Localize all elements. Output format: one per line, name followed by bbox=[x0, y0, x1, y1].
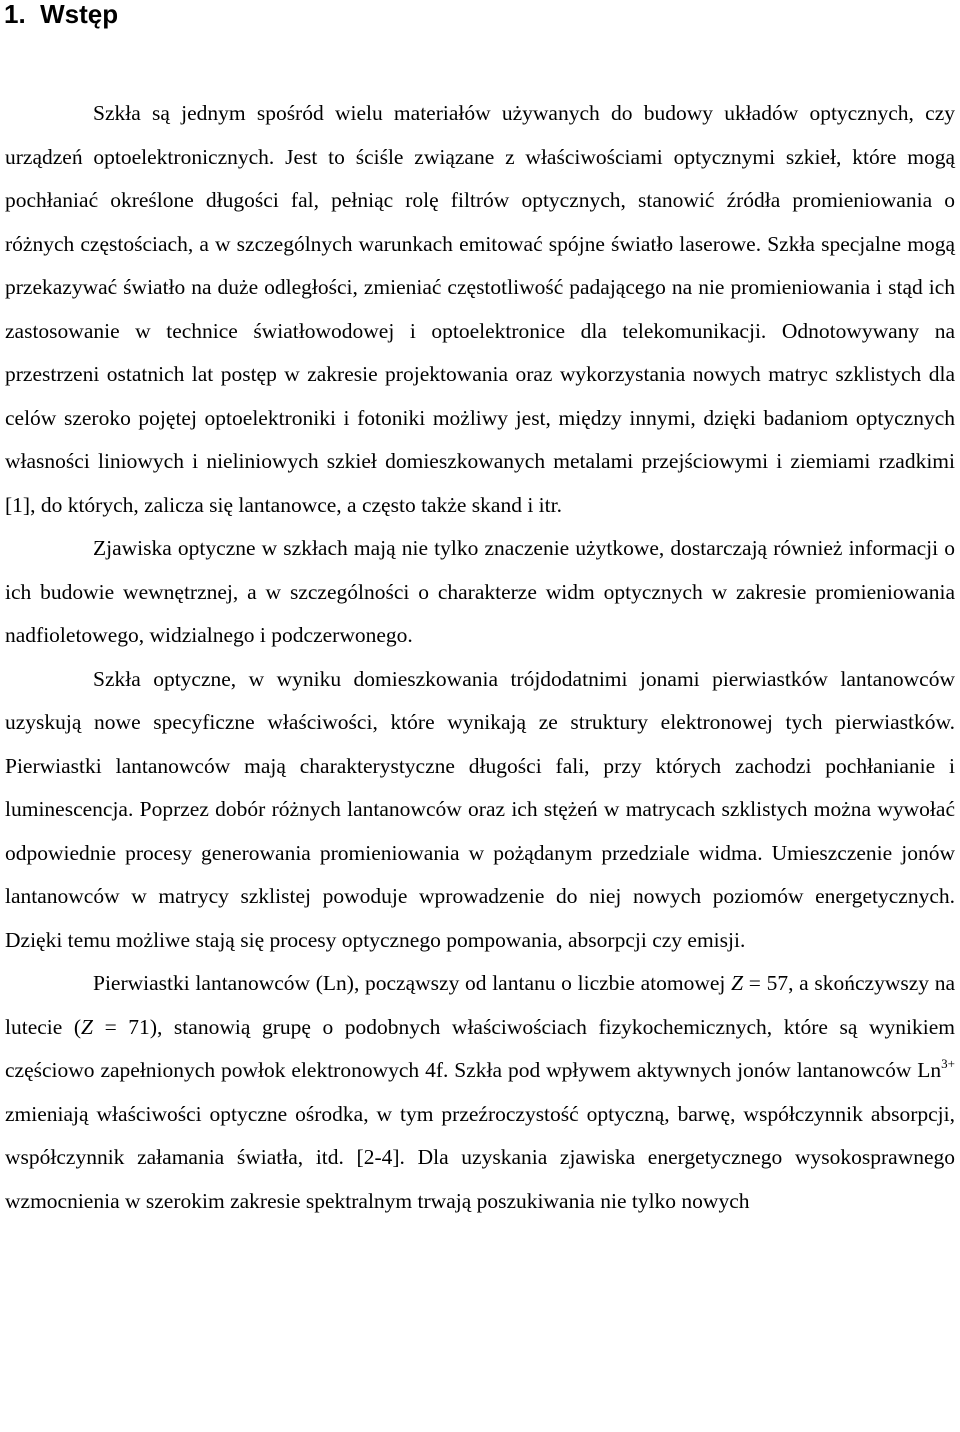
ion-charge-superscript: 3+ bbox=[941, 1056, 955, 1071]
paragraph-4-text-4: zmieniają właściwości optyczne ośrodka, w tym przeźroczystość optyczną, barwę, współczynnik absorpcji, współczynnik załamania światła, itd. [2-4]. Dla uzyskania zjawiska energetycznego wysokosprawnego wzmocnienia w szerokim zakresie spektralnym trwają poszukiwania nie tylko nowych bbox=[5, 1101, 955, 1213]
atomic-number-symbol: Z bbox=[81, 1014, 94, 1039]
atomic-number-value-lutetium: = 71 bbox=[93, 1014, 150, 1039]
paragraph-4 bbox=[5, 962, 955, 1223]
atomic-number-value-lanthanum: = 57 bbox=[743, 971, 789, 995]
section-number: 1. bbox=[4, 0, 26, 29]
paragraph-3: Szkła optyczne, w wyniku domieszkowania trójdodatnimi jonami pierwiastków lantanowców uzyskują nowe specyficzne właściwości, które wynikają ze struktury elektronowej tych pierwiastków. Pierwiastki lantanowców mają charakterystyczne długości fali, przy których zachodzi pochłanianie i luminescencja. Poprzez dobór różnych lantanowców oraz ich stężeń w matrycach szklistych można wywołać odpowiednie procesy generowania promieniowania w pożądanym przedziale widma. Umieszczenie jonów lantanowców w matrycy szklistej powoduje wprowadzenie do niej nowych poziomów energetycznych. Dzięki temu możliwe stają się procesy optycznego pompowania, absorpcji czy emisji. bbox=[5, 666, 955, 952]
section-heading bbox=[4, 0, 118, 32]
paragraph-4-text-3: ), stanowią grupę o podobnych właściwościach fizykochemicznych, które są wynikiem częściowo zapełnionych powłok elektronowych 4f. Szkła pod wpływem aktywnych jonów lantanowców Ln bbox=[5, 1014, 955, 1082]
paragraph-4-text-1: Pierwiastki lantanowców (Ln), począwszy od lantanu o liczbie atomowej bbox=[93, 971, 732, 995]
atomic-number-symbol: Z bbox=[731, 971, 744, 995]
paragraph-2: Zjawiska optyczne w szkłach mają nie tylko znaczenie użytkowe, dostarczają również informacji o ich budowie wewnętrznej, a w szczególności o charakterze widm optycznych w zakresie promieniowania nadfioletowego, widzialnego i podczerwonego. bbox=[5, 536, 955, 647]
section-title: Wstęp bbox=[40, 0, 119, 29]
paragraph-1: Szkła są jednym spośród wielu materiałów używanych do budowy układów optycznych, czy urządzeń optoelektronicznych. Jest to ściśle związane z właściwościami optycznymi szkieł, które mogą pochłaniać określone długości fal, pełniąc rolę filtrów optycznych, stanowić źródła promieniowania o różnych częstościach, a w szczególnych warunkach emitować spójne światło laserowe. Szkła specjalne mogą przekazywać światło na duże odległości, zmieniać częstotliwość padającego na nie promieniowania i stąd ich zastosowanie w technice światłowodowej i optoelektronice dla telekomunikacji. Odnotowywany na przestrzeni ostatnich lat postęp w zakresie projektowania oraz wykorzystania nowych matryc szklistych dla celów szeroko pojętej optoelektroniki i fotoniki możliwy jest, między innymi, dzięki badaniom optycznych własności liniowych i nieliniowych szkieł domieszkowanych metalami przejściowymi i ziemiami rzadkimi [1], do których, zalicza się lantanowce, a często także skand i itr. bbox=[5, 101, 955, 517]
body-text bbox=[5, 92, 955, 1223]
paragraph-4-text-2: , a skończywszy na lutecie ( bbox=[5, 971, 955, 1039]
